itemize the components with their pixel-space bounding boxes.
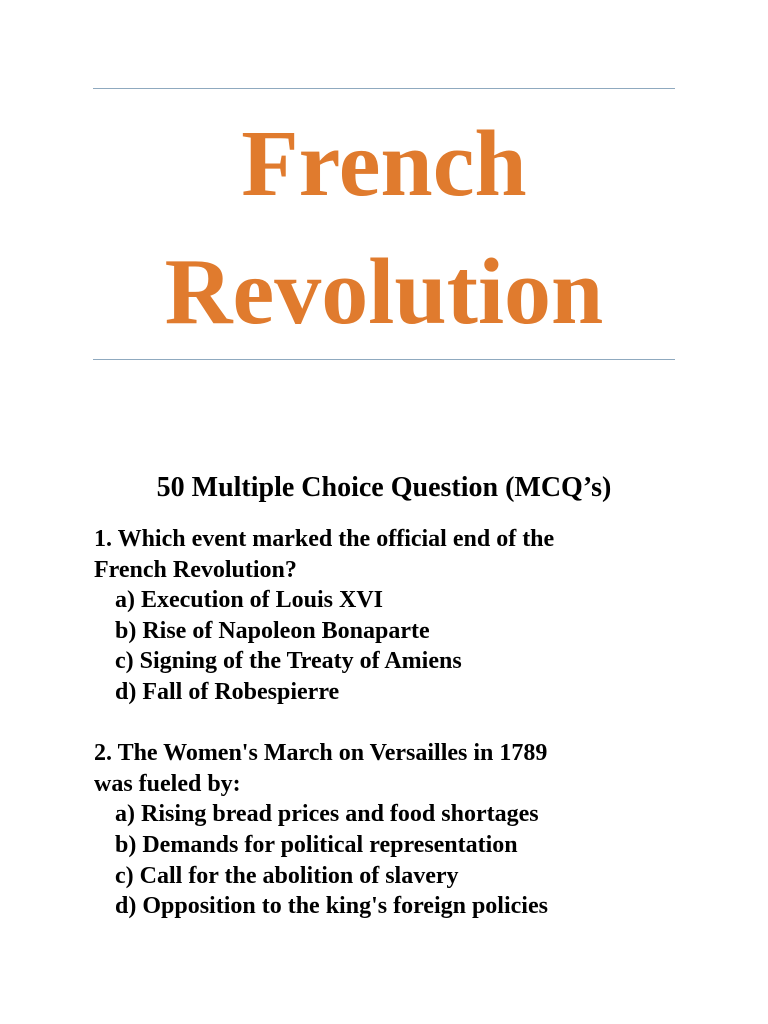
question-stem-line-1: 1. Which event marked the official end of the — [94, 526, 555, 552]
question-1 — [94, 524, 694, 708]
title-line-2: Revolution — [164, 240, 604, 344]
option-list — [94, 585, 694, 707]
bottom-divider — [93, 359, 675, 360]
option-d: d) Fall of Robespierre — [115, 678, 340, 705]
question-2 — [94, 738, 694, 922]
question-stem-line-2: was fueled by: — [94, 770, 241, 797]
question-stem-line-2: French Revolution? — [94, 556, 297, 583]
option-b: b) Demands for political representation — [115, 831, 518, 858]
subtitle: 50 Multiple Choice Question (MCQ’s) — [156, 472, 612, 503]
option-a: a) Rising bread prices and food shortages — [115, 801, 539, 828]
question-stem-line-1: 2. The Women's March on Versailles in 1789 — [94, 740, 548, 767]
option-c: c) Signing of the Treaty of Amiens — [115, 648, 462, 675]
top-divider — [93, 88, 675, 89]
option-list — [94, 799, 694, 921]
option-a: a) Execution of Louis XVI — [115, 587, 384, 614]
option-c: c) Call for the abolition of slavery — [115, 862, 459, 889]
title-line-1: French — [241, 112, 527, 216]
question-list — [94, 524, 694, 952]
option-b: b) Rise of Napoleon Bonaparte — [115, 617, 430, 644]
option-d: d) Opposition to the king's foreign policies — [115, 893, 548, 920]
